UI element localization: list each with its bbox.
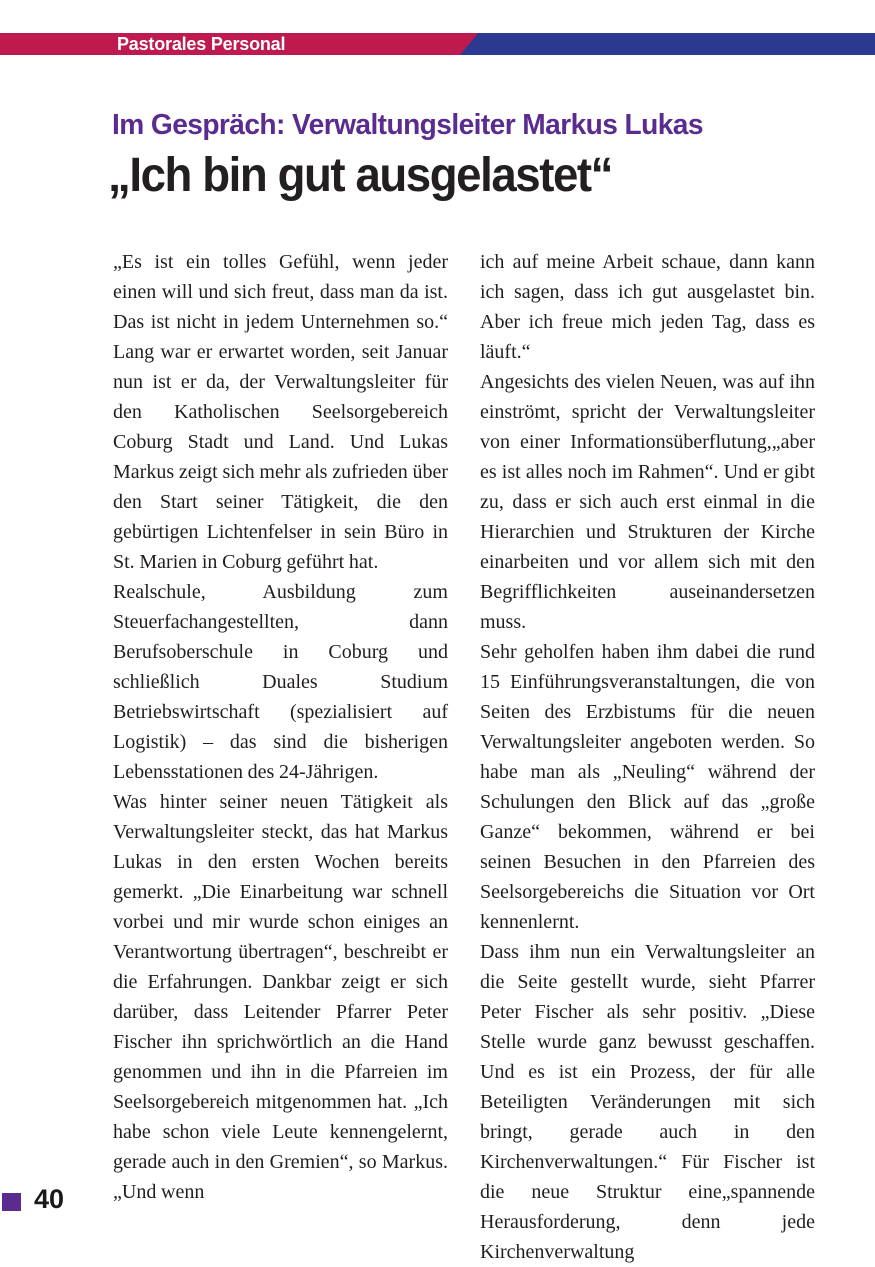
- section-label: Pastorales Personal: [117, 34, 286, 54]
- body-paragraph: Dass ihm nun ein Verwaltungsleiter an die Seite gestellt wurde, sieht Pfarrer Peter Fischer als sehr positiv. „Diese Stelle wurde ganz bewusst geschaffen. Und es ist ein Prozess, der für alle Beteiligten Veränderungen mit sich bringt, gerade auch in den Kirchenverwaltungen.“ Für Fischer ist die neue Struktur eine„spannende Herausforderung, denn jede Kirchenverwaltung: [480, 941, 815, 1263]
- article-column-left: [113, 247, 448, 1267]
- body-paragraph: Was hinter seiner neuen Tätigkeit als Verwaltungsleiter steckt, das hat Markus Lukas in den ersten Wochen bereits gemerkt. „Die Einarbeitung war schnell vorbei und mir wurde schon einiges an Verantwortung übertragen“, beschreibt er die Erfahrungen. Dankbar zeigt er sich darüber, dass Leitender Pfarrer Peter Fischer ihn sprichwörtlich an die Hand genommen und ihn in die Pfarreien im Seelsorgebereich mitgenommen hat. „Ich habe schon viele Leute kennengelernt, gerade auch in den Gremien“, so Markus. „Und wenn: [113, 791, 448, 1203]
- page-number: 40: [34, 1184, 65, 1214]
- article-title: „Ich bin gut ausgelastet“: [108, 149, 613, 202]
- body-paragraph: Realschule, Ausbildung zum Steuerfachangestellten, dann Berufsoberschule in Coburg und schließlich Duales Studium Betriebswirtschaft (spezialisiert auf Logistik) – das sind die bisherigen Lebensstationen des 24-Jährigen.: [113, 581, 448, 783]
- article-kicker: Im Gespräch: Verwaltungsleiter Markus Lukas: [112, 109, 703, 141]
- body-paragraph: ich auf meine Arbeit schaue, dann kann ich sagen, dass ich gut ausgelastet bin. Aber ich freue mich jeden Tag, dass es läuft.“: [480, 251, 815, 363]
- body-paragraph: Sehr geholfen haben ihm dabei die rund 15 Einführungsveranstaltungen, die von Seiten des Erzbistums für die neuen Verwaltungsleiter angeboten werden. So habe man als „Neuling“ während der Schulungen den Blick auf das „große Ganze“ bekommen, während er bei seinen Besuchen in den Pfarreien des Seelsorgebereichs die Situation vor Ort kennenlernt.: [480, 641, 815, 933]
- body-paragraph: „Es ist ein tolles Gefühl, wenn jeder einen will und sich freut, dass man da ist. Das ist nicht in jedem Unternehmen so.“ Lang war er erwartet worden, seit Januar nun ist er da, der Verwaltungsleiter für den Katholischen Seelsorgebereich Coburg Stadt und Land. Und Lukas Markus zeigt sich mehr als zufrieden über den Start seiner Tätigkeit, die den gebürtigen Lichtenfelser in sein Büro in St. Marien in Coburg geführt hat.: [113, 251, 448, 573]
- article-column-right: [480, 247, 815, 1267]
- section-band-blue-accent: [440, 33, 875, 55]
- page-number-marker-square: [2, 1193, 21, 1211]
- section-header-band: [0, 33, 875, 55]
- body-paragraph: Angesichts des vielen Neuen, was auf ihn einströmt, spricht der Verwaltungsleiter von einer Informationsüberflutung,„aber es ist alles noch im Rahmen“. Und er gibt zu, dass er sich auch erst einmal in die Hierarchien und Strukturen der Kirche einarbeiten und vor allem sich mit den Begrifflichkeiten auseinandersetzen muss.: [480, 371, 815, 633]
- article-body: [113, 247, 815, 1267]
